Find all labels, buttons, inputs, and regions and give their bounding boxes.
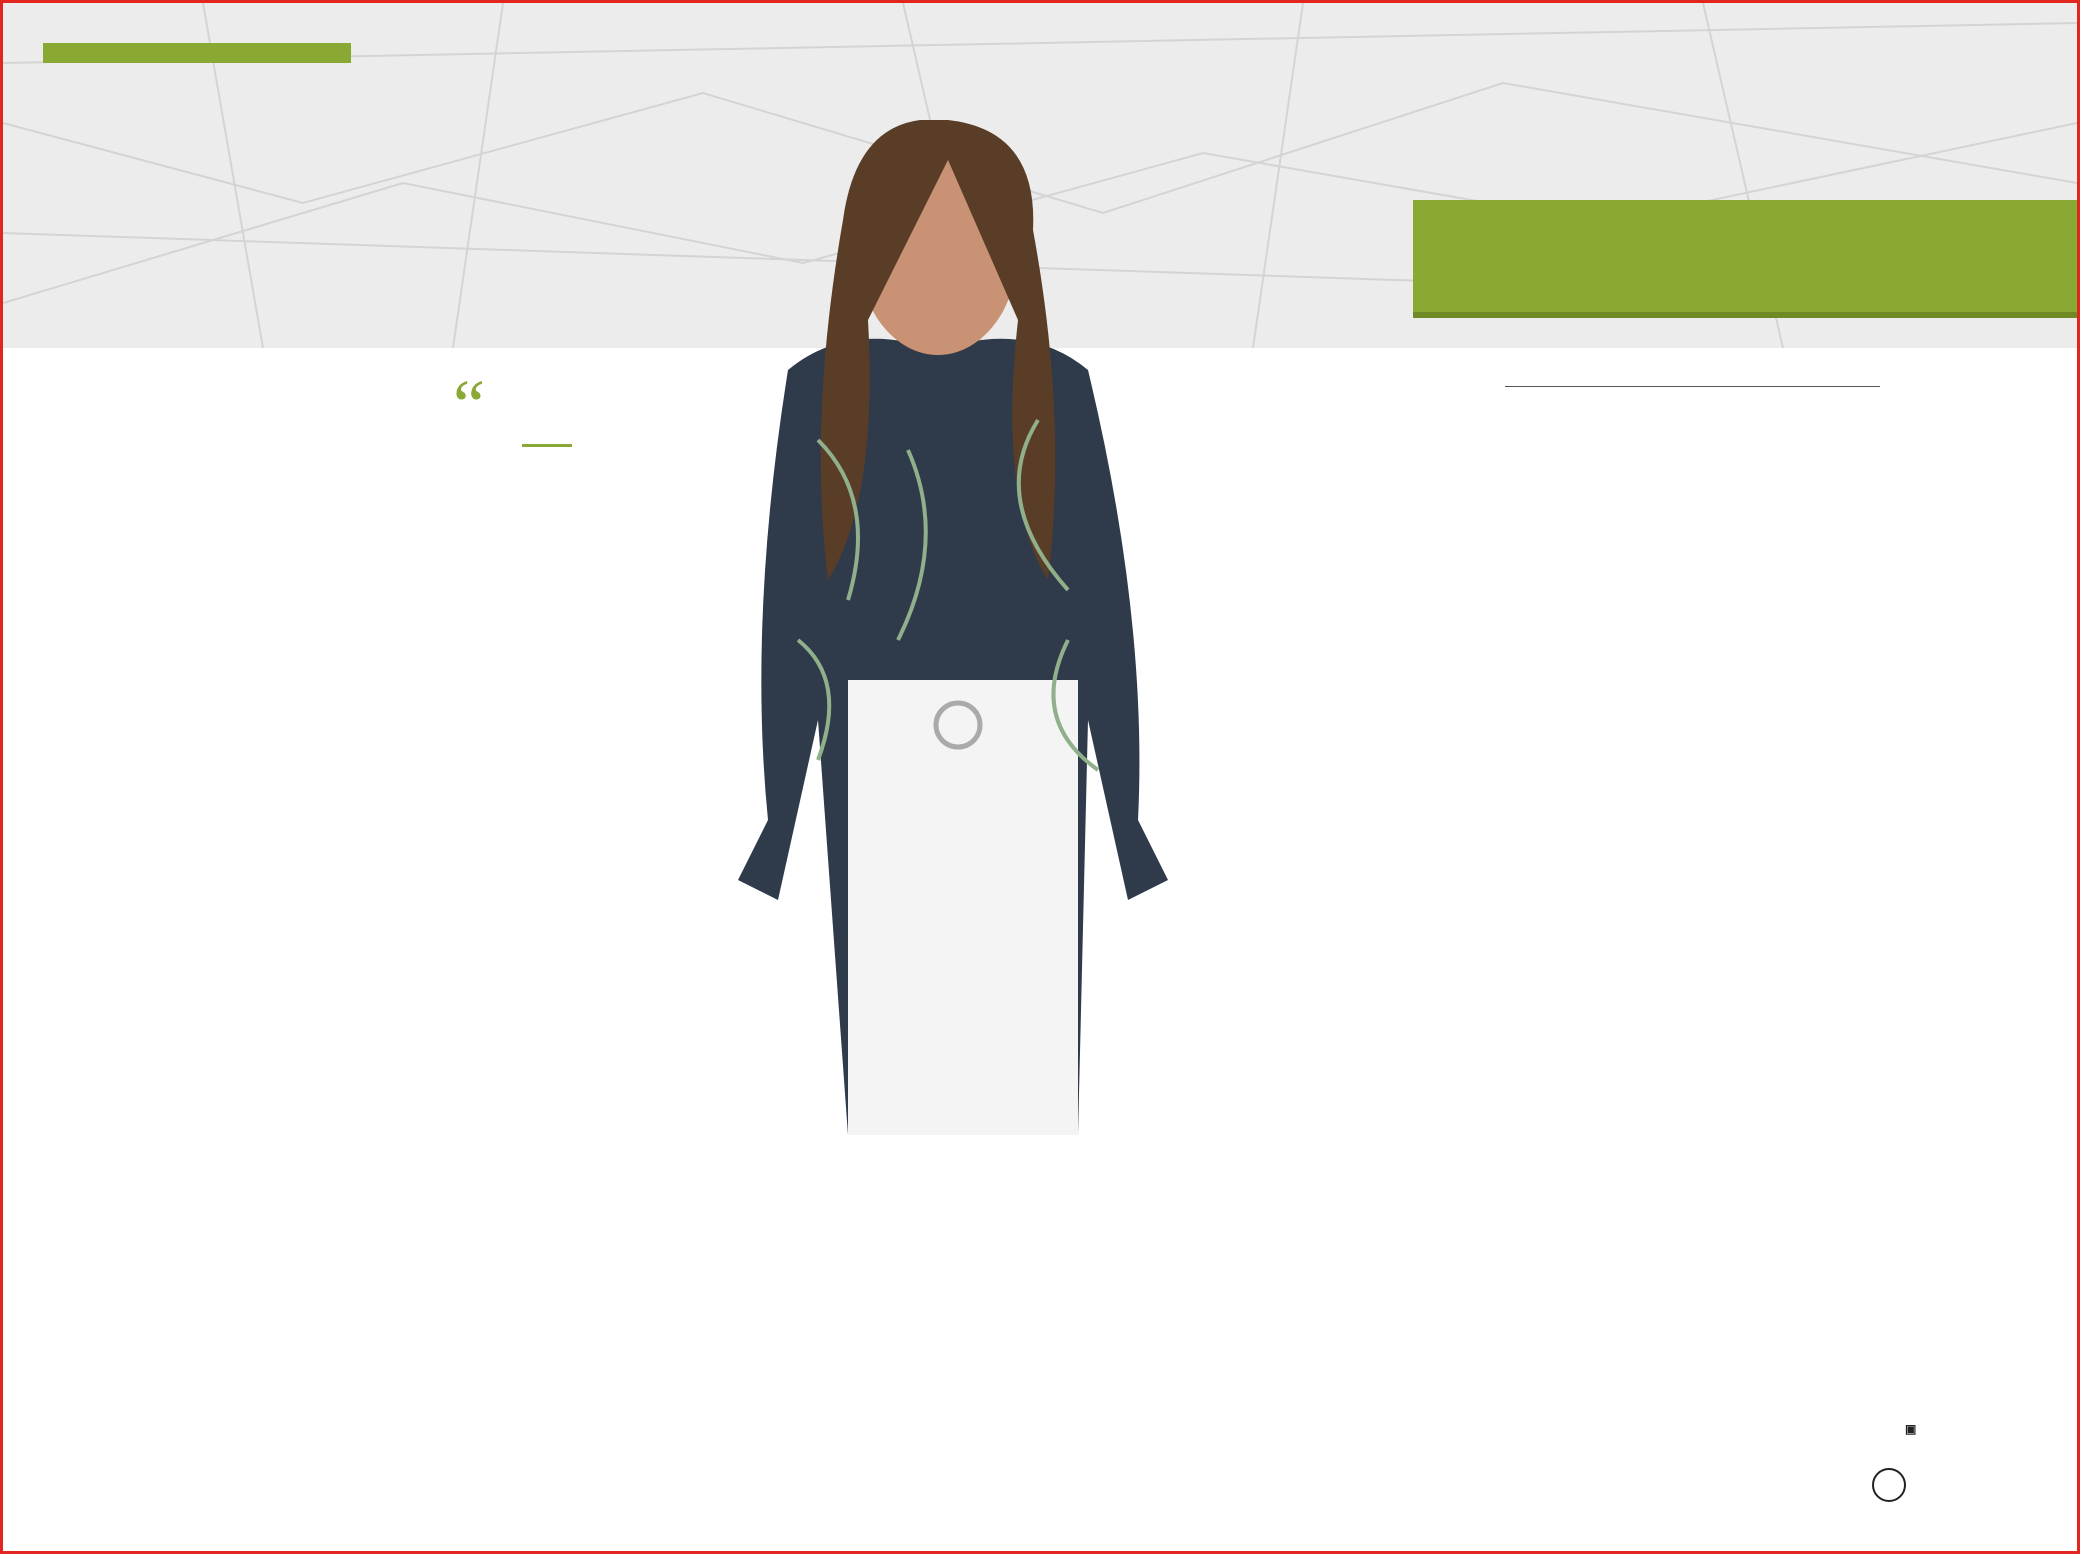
- portrait-photo: [648, 120, 1208, 1135]
- quote-mark-icon: “: [453, 365, 485, 445]
- infographic: [1505, 384, 1880, 1524]
- en-definitiva-box: [1905, 1422, 2077, 1517]
- infographic-title: [1505, 384, 1880, 387]
- infographic-charts: [1505, 393, 1880, 1483]
- pull-quote-rule: [522, 444, 572, 447]
- el-colombiano-logo: [1872, 1468, 1906, 1502]
- pull-quote: [453, 365, 641, 447]
- column-3: [653, 1140, 838, 1530]
- column-7: [1905, 385, 2077, 1415]
- column-4: [845, 1140, 1030, 1530]
- checker-icon: ▣: [1905, 1422, 1917, 1436]
- en-definitiva-title: [1905, 1422, 2077, 1436]
- deck-box: [1413, 200, 2077, 318]
- column-1: [235, 385, 431, 1525]
- section-bar: [43, 43, 351, 63]
- column-2: [441, 805, 631, 1525]
- column-5: [1107, 1140, 1293, 1530]
- headline-area: [40, 400, 240, 1530]
- column-6: [1310, 385, 1495, 1525]
